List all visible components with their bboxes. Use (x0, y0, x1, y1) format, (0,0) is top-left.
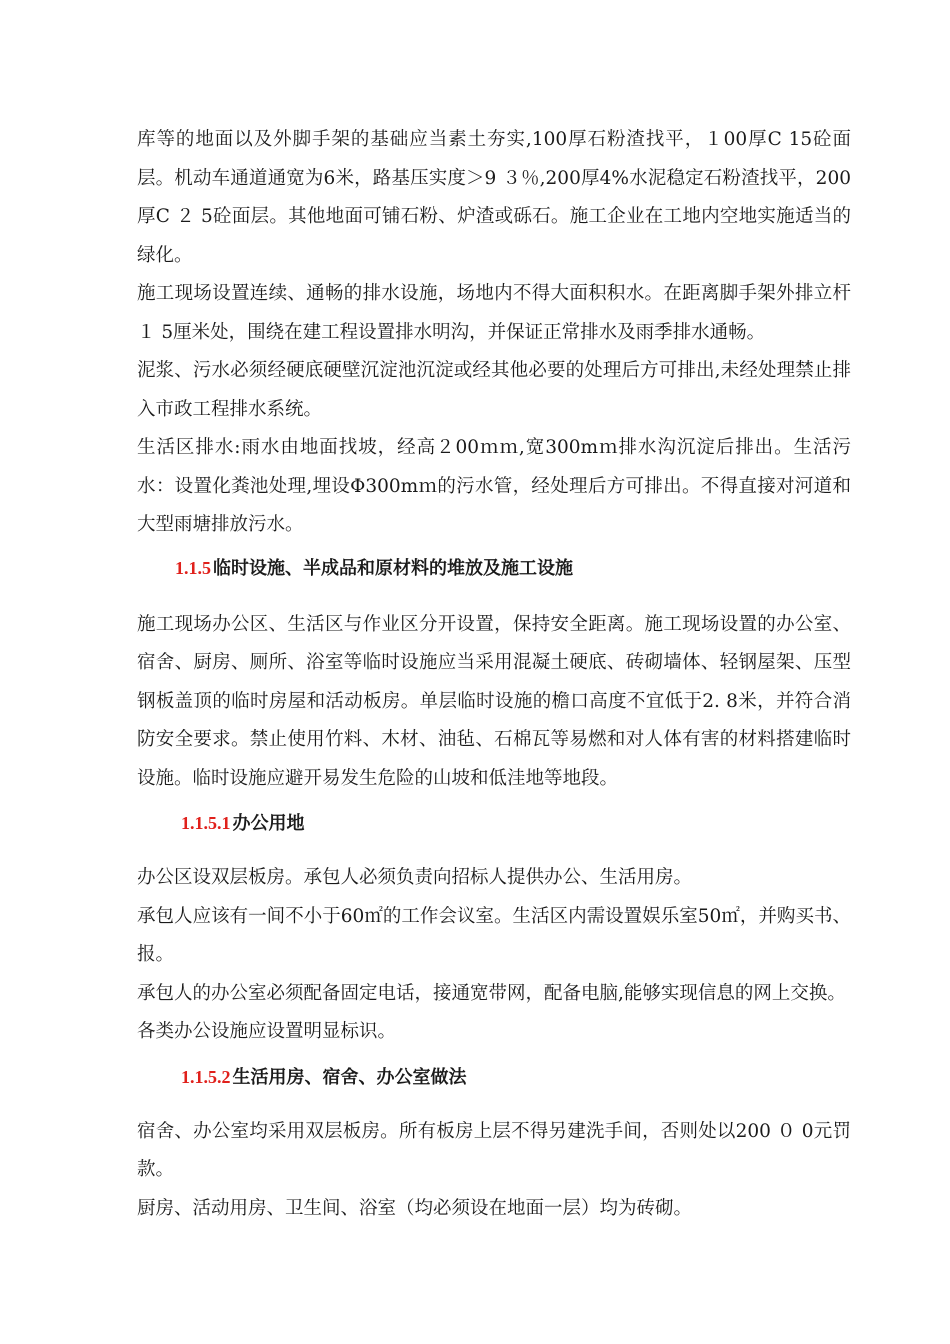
paragraph-office-signage: 各类办公设施应设置明显标识。 (137, 1021, 397, 1042)
section-title: 临时设施、半成品和原材料的堆放及施工设施 (213, 557, 573, 579)
section-heading-1-1-5-2 (137, 1058, 851, 1097)
paragraph-dormitory-boards: 宿舍、办公室均采用双层板房。所有板房上层不得另建洗手间，否则处以200 ０ 0元罚款。 (137, 1120, 851, 1180)
section-number: 1.1.5.2 (181, 1066, 231, 1087)
paragraph-meeting-room: 承包人应该有一间不小于60㎡的工作会议室。生活区内需设置娱乐室50㎡，并购买书、报。 (137, 905, 851, 965)
section-number: 1.1.5.1 (181, 813, 231, 833)
section-heading-1-1-5 (137, 549, 851, 588)
section-title: 办公用地 (232, 813, 305, 834)
document-body (137, 121, 851, 1228)
section-heading-1-1-5-1 (137, 804, 851, 843)
section-title: 生活用房、宿舍、办公室做法 (232, 1066, 467, 1088)
paragraph-office-equipment: 承包人的办公室必须配备固定电话，接通宽带网，配备电脑,能够实现信息的网上交换。 (137, 982, 846, 1004)
paragraph-ground-treatment: 库等的地面以及外脚手架的基础应当素土夯实,100厚石粉渣找平，１00厚C 15砼面层。机动车通道通宽为6米，路基压实度＞9 ３％,200厚4%水泥稳定石粉渣找平，200厚C ２ 5砼面层。其他地面可铺石粉、炉渣或砾石。施工企业在工地内空地实施适当的绿化。 (137, 129, 851, 266)
paragraph-mud-sewage: 泥浆、污水必须经硬底硬壁沉淀池沉淀或经其他必要的处理后方可排出,未经处理禁止排入市政工程排水系统。 (137, 360, 851, 420)
paragraph-living-area-drainage: 生活区排水:雨水由地面找坡，经高２00ｍｍ,宽300mｍ排水沟沉淀后排出。生活污水：设置化粪池处理,埋设Φ300mｍ的污水管，经处理后方可排出。不得直接对河道和大型雨塘排放污水。 (137, 437, 851, 535)
paragraph-drainage-facilities: 施工现场设置连续、通畅的排水设施，场地内不得大面积积水。在距离脚手架外排立杆１ 5厘米处，围绕在建工程设置排水明沟，并保证正常排水及雨季排水通畅。 (137, 283, 851, 343)
paragraph-temporary-facilities: 施工现场办公区、生活区与作业区分开设置，保持安全距离。施工现场设置的办公室、宿舍、厨房、厕所、浴室等临时设施应当采用混凝土硬底、砖砌墙体、轻钢屋架、压型钢板盖顶的临时房屋和活动板房。单层临时设施的檐口高度不宜低于2. 8米，并符合消防安全要求。禁止使用竹料、木材、油毡、石棉瓦等易燃和对人体有害的材料搭建临时设施。临时设施应避开易发生危险的山坡和低洼地等地段。 (137, 613, 851, 789)
section-number: 1.1.5 (175, 557, 211, 578)
paragraph-brick-buildings: 厨房、活动用房、卫生间、浴室（均必须设在地面一层）均为砖砌。 (137, 1197, 693, 1219)
paragraph-office-area: 办公区设双层板房。承包人必须负责向招标人提供办公、生活用房。 (137, 867, 693, 888)
